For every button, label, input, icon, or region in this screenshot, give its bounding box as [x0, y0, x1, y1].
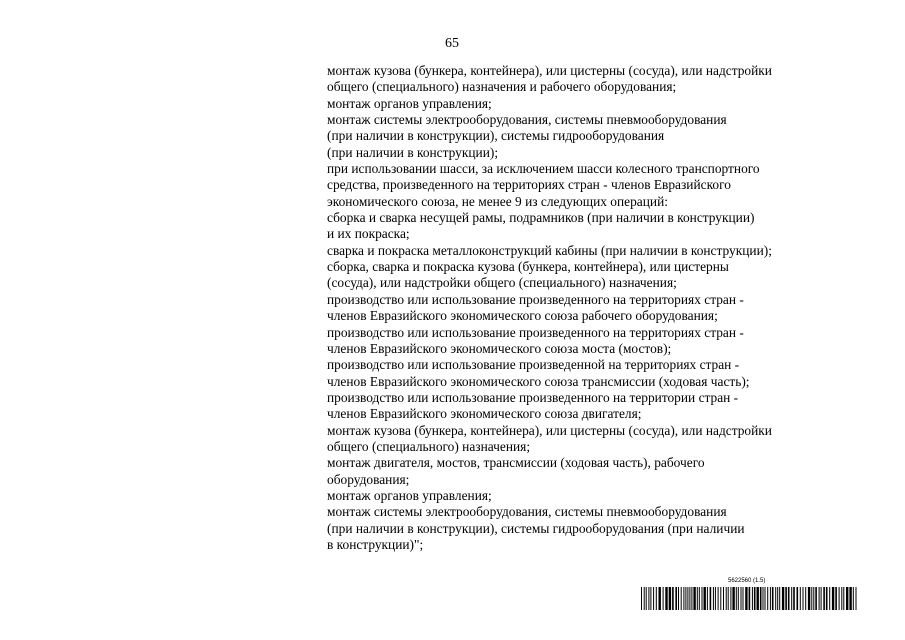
text-line: производство или использование произведенного на территориях стран -: [327, 291, 744, 307]
text-line: (сосуда), или надстройки общего (специального) назначения;: [327, 275, 677, 291]
text-line: производство или использование произведенной на территориях стран -: [327, 357, 740, 373]
text-line: членов Евразийского экономического союза трансмиссии (ходовая часть);: [327, 373, 750, 389]
text-line: и их покраска;: [327, 226, 410, 242]
text-line: в конструкции)";: [327, 536, 424, 552]
text-line: оборудования;: [327, 471, 410, 487]
barcode-image: [640, 587, 858, 610]
text-line: производство или использование произведенного на территориях стран -: [327, 324, 744, 340]
text-line: сварка и покраска металлоконструкций кабины (при наличии в конструкции);: [327, 242, 772, 258]
page-number: 65: [445, 36, 459, 51]
text-line: сборка и сварка несущей рамы, подрамников (при наличии в конструкции): [327, 210, 755, 226]
text-line: монтаж системы электрооборудования, системы пневмооборудования: [327, 112, 727, 128]
text-line: при использовании шасси, за исключением шасси колесного транспортного: [327, 161, 760, 177]
text-line: членов Евразийского экономического союза моста (мостов);: [327, 340, 672, 356]
text-line: монтаж системы электрооборудования, системы пневмооборудования: [327, 504, 727, 520]
text-line: монтаж органов управления;: [327, 95, 492, 111]
text-line: членов Евразийского экономического союза рабочего оборудования;: [327, 308, 718, 324]
text-line: монтаж кузова (бункера, контейнера), или цистерны (сосуда), или надстройки: [327, 422, 772, 438]
text-line: общего (специального) назначения и рабочего оборудования;: [327, 79, 677, 95]
text-line: (при наличии в конструкции), системы гидрооборудования (при наличии: [327, 520, 745, 536]
text-line: (при наличии в конструкции), системы гидрооборудования: [327, 128, 665, 144]
text-line: монтаж кузова (бункера, контейнера), или цистерны (сосуда), или надстройки: [327, 63, 772, 78]
text-line: производство или использование произведенного на территории стран -: [327, 389, 739, 405]
text-line: средства, произведенного на территориях стран - членов Евразийского: [327, 177, 731, 193]
text-line: экономического союза, не менее 9 из следующих операций:: [327, 193, 668, 209]
text-line: сборка, сварка и покраска кузова (бункера, контейнера), или цистерны: [327, 259, 729, 275]
text-line: общего (специального) назначения;: [327, 438, 531, 454]
text-line: монтаж органов управления;: [327, 487, 492, 503]
text-line: (при наличии в конструкции);: [327, 144, 499, 160]
barcode-caption: 5622560 (1.5): [728, 578, 766, 584]
text-line: монтаж двигателя, мостов, трансмиссии (ходовая часть), рабочего: [327, 455, 705, 471]
body-text: [327, 63, 887, 553]
barcode-block: [640, 578, 860, 612]
text-line: членов Евразийского экономического союза двигателя;: [327, 406, 642, 422]
